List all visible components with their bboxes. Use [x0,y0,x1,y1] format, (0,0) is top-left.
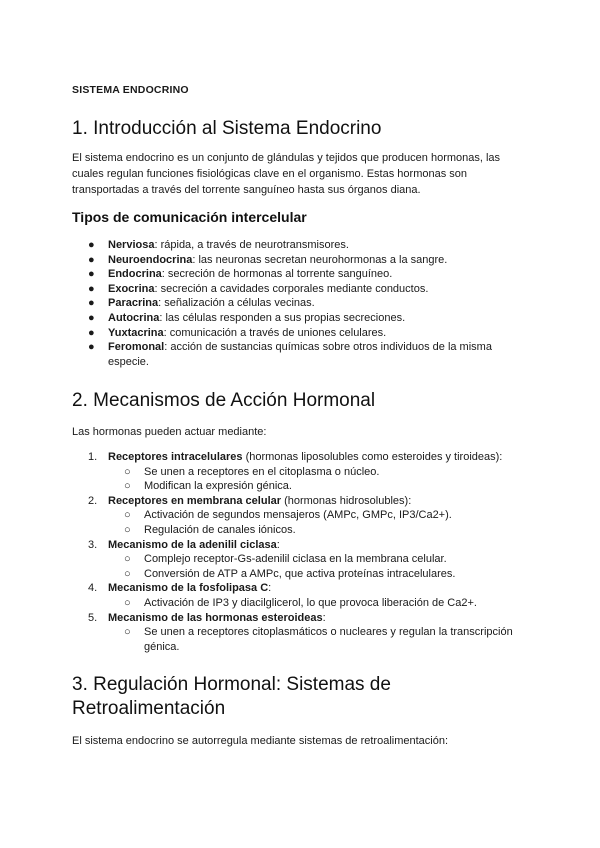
bullet-icon: ● [88,297,95,310]
list-item-text: (hormonas hidrosolubles): [281,494,412,507]
list-item [88,340,520,369]
section-1-paragraph: El sistema endocrino es un conjunto de glándulas y tejidos que producen hormonas, las cuales regulan funciones fisiológicas clave en el organismo. Estas hormonas son transportadas a través del torrente sanguíneo hasta sus órganos diana. [72,152,501,196]
sub-list-item [124,596,520,611]
circle-bullet-icon: ○ [124,553,131,566]
sub-list-item-text: Modifican la expresión génica. [144,480,292,493]
sub-list-item [124,479,520,494]
section-2-intro: Las hormonas pueden actuar mediante: [72,426,267,438]
list-item [88,538,520,582]
document-title: SISTEMA ENDOCRINO [72,84,189,96]
list-item-term: Mecanismo de la adenilil ciclasa [108,538,277,551]
list-item-text: : señalización a células vecinas. [158,297,315,310]
list-number: 1. [88,451,98,463]
bullet-icon: ● [88,282,95,295]
list-number: 5. [88,611,98,624]
sub-list-item [124,552,520,567]
section-1-heading: 1. Introducción al Sistema Endocrino [72,118,382,139]
section-1-subheading: Tipos de comunicación intercelular [72,209,307,225]
bullet-icon: ● [88,311,95,324]
bullet-icon: ● [88,239,95,251]
sub-list-item-text: Complejo receptor-Gs-adenilil ciclasa en la membrana celular. [144,553,447,566]
list-item-text: : las neuronas secretan neurohormonas a la sangre. [192,253,448,266]
sub-list-item [124,508,520,523]
list-item-text: : [322,611,326,624]
list-number: 3. [88,538,98,551]
list-item-text: : secreción a cavidades corporales mediante conductos. [154,282,429,295]
hormonal-mechanisms-list [88,450,520,654]
list-item-term: Receptores en membrana celular [108,494,282,507]
list-item-text: : las células responden a sus propias secreciones. [159,311,406,324]
list-item-term: Nerviosa [108,239,155,251]
circle-bullet-icon: ○ [124,567,131,580]
list-item-term: Exocrina [108,282,155,295]
list-number: 2. [88,494,98,507]
list-item-term: Yuxtacrina [108,326,164,339]
list-item-text: : [276,538,280,551]
list-item-text: (hormonas liposolubles como esteroides y tiroideas): [242,451,503,463]
list-item-text: : secreción de hormonas al torrente sanguíneo. [161,268,393,281]
list-item-text: : acción de sustancias químicas sobre otros individuos de la misma especie. [108,341,492,368]
sub-list-item-text: Activación de IP3 y diacilglicerol, lo que provoca liberación de Ca2+. [144,596,477,609]
list-item-text: : [268,582,272,595]
list-item [88,267,520,282]
list-item [88,238,520,253]
circle-bullet-icon: ○ [124,523,131,536]
sub-list-item-text: Activación de segundos mensajeros (AMPc, GMPc, IP3/Ca2+). [144,509,452,522]
list-item-term: Paracrina [108,297,159,310]
bullet-icon: ● [88,253,95,266]
bullet-icon: ● [88,341,95,354]
circle-bullet-icon: ○ [124,480,131,493]
list-item-term: Receptores intracelulares [108,451,243,463]
sub-list-item-text: Se unen a receptores citoplasmáticos o nucleares y regulan la transcripción génica. [144,626,513,653]
list-item [88,253,520,268]
circle-bullet-icon: ○ [124,626,131,639]
list-item-term: Autocrina [108,311,160,324]
list-item-term: Feromonal [108,341,165,354]
list-item [88,494,520,538]
list-item-text: : rápida, a través de neurotransmisores. [154,239,349,251]
section-3-heading: 3. Regulación Hormonal: Sistemas de Retroalimentación [72,674,391,719]
sub-list-item [124,625,520,654]
sub-list-item [124,465,520,480]
sub-list-item-text: Se unen a receptores en el citoplasma o núcleo. [144,465,380,478]
section-3-paragraph: El sistema endocrino se autorregula mediante sistemas de retroalimentación: [72,735,449,747]
section-2-heading: 2. Mecanismos de Acción Hormonal [72,390,376,411]
list-item-term: Mecanismo de las hormonas esteroideas [108,611,323,624]
list-item [88,296,520,311]
communication-types-list [88,238,520,369]
list-item [88,611,520,655]
list-item [88,326,520,341]
list-item [88,282,520,297]
circle-bullet-icon: ○ [124,509,131,522]
list-item [88,450,520,494]
list-item [88,581,520,610]
circle-bullet-icon: ○ [124,596,131,609]
sub-list-item [124,523,520,538]
circle-bullet-icon: ○ [124,465,131,478]
bullet-icon: ● [88,326,95,339]
list-number: 4. [88,582,98,595]
sub-list-item-text: Regulación de canales iónicos. [144,523,296,536]
list-item-text: : comunicación a través de uniones celulares. [163,326,387,339]
list-item [88,311,520,326]
sub-list-item [124,567,520,582]
list-item-term: Neuroendocrina [108,253,193,266]
sub-list-item-text: Conversión de ATP a AMPc, que activa proteínas intracelulares. [144,567,456,580]
bullet-icon: ● [88,268,95,281]
list-item-term: Mecanismo de la fosfolipasa C [108,582,269,595]
list-item-term: Endocrina [108,268,162,281]
